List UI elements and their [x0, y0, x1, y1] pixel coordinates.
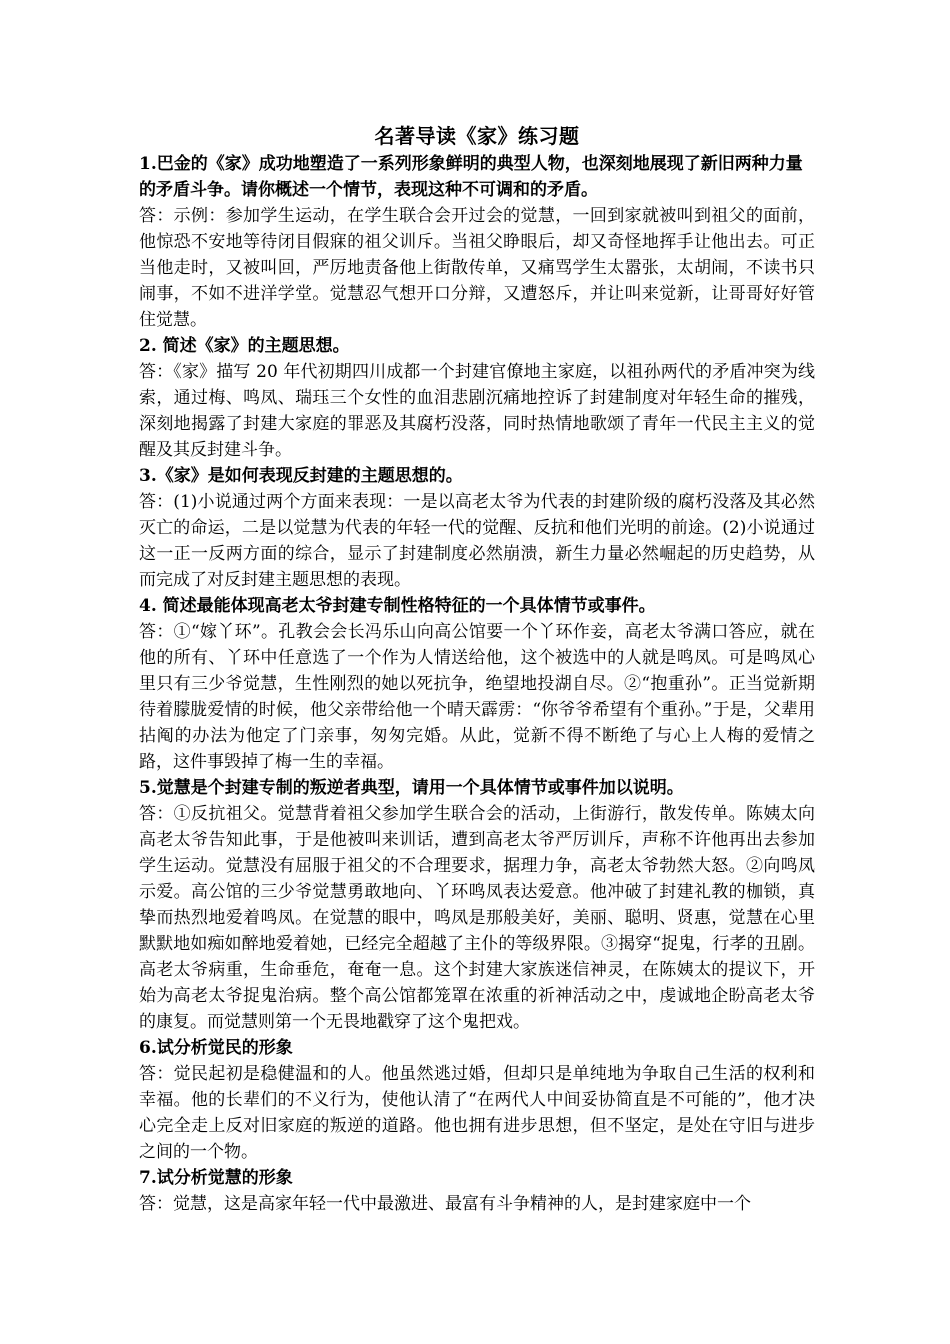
answer-3: 答：(1)小说通过两个方面来表现：一是以高老太爷为代表的封建阶级的腐朽没落及其必然灭亡的命运，二是以觉慧为代表的年轻一代的觉醒、反抗和他们光明的前途。(2)小说通过这一正一反两方面的综合，显示了封建制度必然崩溃，新生力量必然崛起的历史趋势，从而完成了对反封建主题思想的表现。: [139, 492, 815, 590]
qa-item-4: [139, 593, 815, 775]
document-title: 名著导读《家》练习题: [374, 124, 580, 148]
answer-4: 答：①“嫁丫环”。孔教会会长冯乐山向高公馆要一个丫环作妾，高老太爷满口答应，就在他的所有、丫环中任意选了一个作为人情送给他，这个被选中的人就是鸣凤。可是鸣凤心里只有三少爷觉慧，生性刚烈的她以死抗争，绝望地投湖自尽。②“抱重孙”。正当觉新期待着朦胧爱情的时候，他父亲带给他一个晴天霹雳：“你爷爷希望有个重孙。”于是，父辈用拈阄的办法为他定了门亲事，匆匆完婚。从此，觉新不得不断绝了与心上人梅的爱情之路，这件事毁掉了梅一生的幸福。: [139, 622, 815, 772]
qa-item-1: [139, 151, 815, 333]
question-1: 1.巴金的《家》成功地塑造了一系列形象鲜明的典型人物，也深刻地展现了新旧两种力量的矛盾斗争。请你概述一个情节，表现这种不可调和的矛盾。: [139, 154, 803, 200]
answer-6: 答：觉民起初是稳健温和的人。他虽然逃过婚，但却只是单纯地为争取自己生活的权利和幸福。他的长辈们的不义行为，使他认清了“在两代人中间妥协简直是不可能的”，他才决心完全走上反对旧家庭的叛逆的道路。他也拥有进步思想，但不坚定，是处在守旧与进步之间的一个物。: [139, 1064, 815, 1162]
qa-item-7: [139, 1165, 815, 1217]
question-2: 2. 简述《家》的主题思想。: [139, 336, 350, 356]
question-3: 3.《家》是如何表现反封建的主题思想的。: [139, 466, 463, 486]
question-7: 7.试分析觉慧的形象: [139, 1168, 293, 1188]
answer-7: 答：觉慧，这是高家年轻一代中最激进、最富有斗争精神的人，是封建家庭中一个: [139, 1194, 751, 1214]
question-5: 5.觉慧是个封建专制的叛逆者典型，请用一个具体情节或事件加以说明。: [139, 778, 684, 798]
qa-item-5: [139, 775, 815, 1035]
answer-5: 答：①反抗祖父。觉慧背着祖父参加学生联合会的活动，上街游行，散发传单。陈姨太向高老太爷告知此事，于是他被叫来训话，遭到高老太爷严厉训斥，声称不许他再出去参加学生运动。觉慧没有屈服于祖父的不合理要求，据理力争，高老太爷勃然大怒。②向鸣凤示爱。高公馆的三少爷觉慧勇敢地向、丫环鸣凤表达爱意。他冲破了封建礼教的枷锁，真挚而热烈地爱着鸣凤。在觉慧的眼中，鸣凤是那般美好，美丽、聪明、贤惠，觉慧在心里默默地如痴如醉地爱着她，已经完全超越了主仆的等级界限。③揭穿“捉鬼，行孝的丑剧。高老太爷病重，生命垂危，奄奄一息。这个封建大家族迷信神灵，在陈姨太的提议下，开始为高老太爷捉鬼治病。整个高公馆都笼罩在浓重的祈神活动之中，虔诚地企盼高老太爷的康复。而觉慧则第一个无畏地戳穿了这个鬼把戏。: [139, 804, 815, 1032]
question-6: 6.试分析觉民的形象: [139, 1038, 293, 1058]
question-4: 4. 简述最能体现高老太爷封建专制性格特征的一个具体情节或事件。: [139, 596, 656, 616]
answer-2: 答：《家》描写 20 年代初期四川成都一个封建官僚地主家庭，以祖孙两代的矛盾冲突为线索，通过梅、鸣凤、瑞珏三个女性的血泪悲剧沉痛地控诉了封建制度对年轻生命的摧残，深刻地揭露了封建大家庭的罪恶及其腐朽没落，同时热情地歌颂了青年一代民主主义的觉醒及其反封建斗争。: [139, 362, 815, 460]
document-page: [139, 122, 815, 1217]
qa-item-2: [139, 333, 815, 463]
answer-1: 答：示例：参加学生运动，在学生联合会开过会的觉慧，一回到家就被叫到祖父的面前，他惊恐不安地等待闭目假寐的祖父训斥。当祖父睁眼后，却又奇怪地挥手让他出去。可正当他走时，又被叫回，严厉地责备他上街散传单，又痛骂学生太嚣张，太胡闹，不读书只闹事，不如不进洋学堂。觉慧忍气想开口分辩，又遭怒斥，并让叫来觉新，让哥哥好好管住觉慧。: [139, 206, 815, 330]
qa-item-3: [139, 463, 815, 593]
qa-item-6: [139, 1035, 815, 1165]
